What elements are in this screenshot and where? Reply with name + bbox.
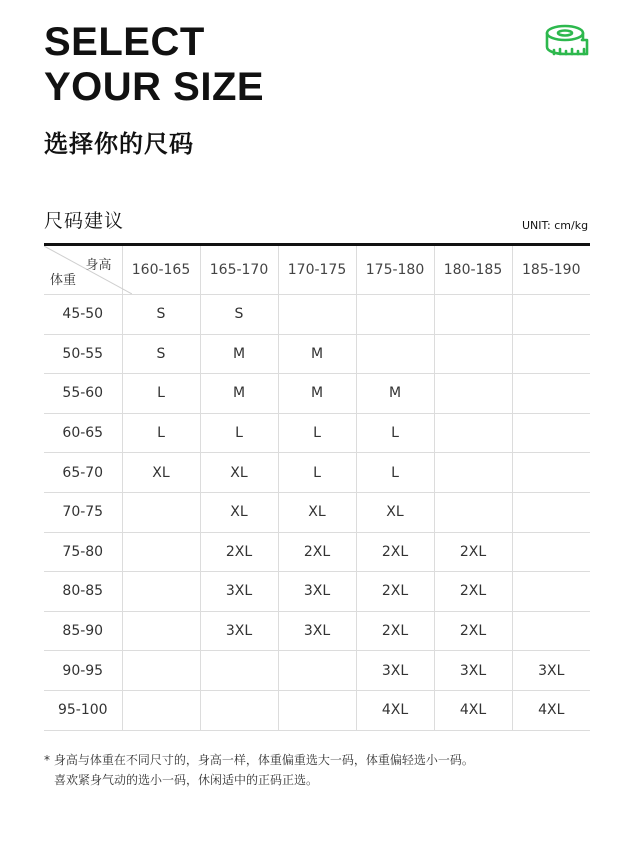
size-cell (278, 690, 356, 730)
table-row (44, 295, 590, 335)
column-header: 165-170 (200, 245, 278, 295)
size-cell (200, 651, 278, 691)
footnote-line-2: 喜欢紧身气动的选小一码，休闲适中的正码正选。 (54, 773, 319, 787)
weight-cell: 50-55 (44, 334, 122, 374)
footnotes (44, 750, 474, 790)
weight-cell: 85-90 (44, 611, 122, 651)
table-row (44, 611, 590, 651)
size-cell (434, 492, 512, 532)
size-cell (122, 532, 200, 572)
size-cell: 2XL (278, 532, 356, 572)
size-table (44, 243, 590, 731)
size-cell: 2XL (356, 611, 434, 651)
table-row (44, 334, 590, 374)
size-cell (512, 334, 590, 374)
section-title: 尺码建议 (44, 210, 125, 232)
size-cell (434, 334, 512, 374)
table-row (44, 651, 590, 691)
size-cell: M (200, 374, 278, 414)
title-line-2: YOUR SIZE (44, 65, 265, 109)
weight-cell: 55-60 (44, 374, 122, 414)
weight-cell: 60-65 (44, 413, 122, 453)
size-cell: 4XL (356, 690, 434, 730)
size-cell: M (200, 334, 278, 374)
size-cell: S (122, 334, 200, 374)
size-cell (434, 413, 512, 453)
size-cell: 3XL (356, 651, 434, 691)
size-cell: 4XL (434, 690, 512, 730)
size-cell: 3XL (278, 611, 356, 651)
size-cell: S (200, 295, 278, 335)
size-cell (512, 532, 590, 572)
size-cell (278, 295, 356, 335)
column-header: 185-190 (512, 245, 590, 295)
column-header: 160-165 (122, 245, 200, 295)
weight-cell: 70-75 (44, 492, 122, 532)
size-cell: L (200, 413, 278, 453)
size-cell (122, 690, 200, 730)
size-cell (122, 651, 200, 691)
corner-cell (44, 245, 122, 295)
column-header: 170-175 (278, 245, 356, 295)
size-cell (200, 690, 278, 730)
size-cell (512, 611, 590, 651)
height-label: 身高 (85, 258, 112, 273)
size-cell: 2XL (434, 532, 512, 572)
table-row (44, 453, 590, 493)
size-cell: 3XL (200, 572, 278, 612)
weight-cell: 80-85 (44, 572, 122, 612)
size-cell (122, 492, 200, 532)
table-row (44, 532, 590, 572)
size-cell (434, 374, 512, 414)
table-row (44, 690, 590, 730)
table-row (44, 492, 590, 532)
size-cell (356, 295, 434, 335)
size-cell: 3XL (512, 651, 590, 691)
measuring-tape-icon (544, 22, 590, 64)
unit-label: UNIT: cm/kg (522, 219, 589, 232)
size-cell (122, 572, 200, 612)
size-cell: XL (122, 453, 200, 493)
title-line-1: SELECT (44, 20, 205, 64)
size-cell (512, 374, 590, 414)
size-cell: 3XL (434, 651, 512, 691)
size-cell (356, 334, 434, 374)
weight-label: 体重 (50, 273, 77, 288)
size-cell: XL (200, 492, 278, 532)
size-cell (512, 453, 590, 493)
footnote-line-1: * 身高与体重在不同尺寸的，身高一样，体重偏重选大一码，体重偏轻选小一码。 (44, 753, 474, 767)
weight-cell: 90-95 (44, 651, 122, 691)
size-cell: M (356, 374, 434, 414)
size-cell (278, 651, 356, 691)
size-cell (512, 295, 590, 335)
size-cell (512, 572, 590, 612)
size-cell (122, 611, 200, 651)
subtitle: 选择你的尺码 (44, 130, 194, 158)
weight-cell: 65-70 (44, 453, 122, 493)
size-cell: S (122, 295, 200, 335)
size-cell: 4XL (512, 690, 590, 730)
size-cell: L (122, 374, 200, 414)
column-header: 175-180 (356, 245, 434, 295)
size-cell: 3XL (278, 572, 356, 612)
size-cell: XL (200, 453, 278, 493)
size-cell: L (122, 413, 200, 453)
page-title (44, 20, 264, 110)
weight-cell: 95-100 (44, 690, 122, 730)
header-row (44, 245, 590, 295)
size-cell: L (278, 413, 356, 453)
size-cell: L (356, 453, 434, 493)
column-header: 180-185 (434, 245, 512, 295)
size-cell: 2XL (434, 611, 512, 651)
size-cell: M (278, 374, 356, 414)
size-cell (434, 295, 512, 335)
size-cell: 2XL (200, 532, 278, 572)
table-row (44, 374, 590, 414)
table-row (44, 413, 590, 453)
size-cell: M (278, 334, 356, 374)
size-cell (512, 413, 590, 453)
size-cell: L (278, 453, 356, 493)
size-cell: 2XL (356, 572, 434, 612)
size-cell: 2XL (356, 532, 434, 572)
size-cell: 2XL (434, 572, 512, 612)
weight-cell: 45-50 (44, 295, 122, 335)
size-cell: L (356, 413, 434, 453)
size-cell: XL (278, 492, 356, 532)
size-cell (434, 453, 512, 493)
size-cell: XL (356, 492, 434, 532)
size-cell (512, 492, 590, 532)
size-cell: 3XL (200, 611, 278, 651)
weight-cell: 75-80 (44, 532, 122, 572)
table-row (44, 572, 590, 612)
